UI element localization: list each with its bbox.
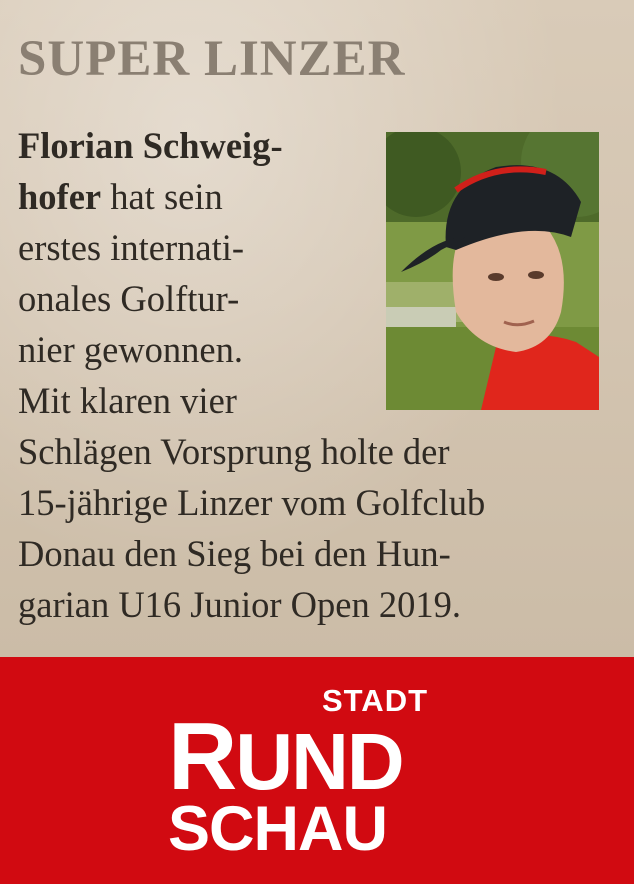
article-line-bold: Florian Schweig- [18,125,283,166]
article-line [18,477,485,528]
article-line-text: Schlägen Vorsprung holte der [18,431,450,472]
golfer-portrait-photo [386,132,599,410]
article-line [18,426,485,477]
logo-rund-text [168,703,403,810]
article-line-bold: hofer [18,176,102,217]
article-line-text: garian U16 Junior Open 2019. [18,584,461,625]
article-line-text: erstes internati- [18,227,245,268]
article-line [18,579,485,630]
stadt-rundschau-logo [0,657,634,884]
article-line [18,528,485,579]
logo-rund-initial: R [168,703,236,810]
brand-banner [0,657,634,884]
logo-schau-text: SCHAU [168,794,388,864]
article-line-text: hat sein [101,176,223,217]
article-kicker: SUPER LINZER [18,31,406,87]
portrait-illustration [386,132,599,410]
article-line-text: Donau den Sieg bei den Hun- [18,533,451,574]
article-line-text: Mit klaren vier [18,380,237,421]
logo-rund-rest: UND [235,717,403,806]
article-line-text: nier gewonnen. [18,329,244,370]
logo-stadt-text: STADT [322,683,429,718]
article-line-text: 15-jährige Linzer vom Golfclub [18,482,486,523]
article-line-text: onales Golftur- [18,278,240,319]
